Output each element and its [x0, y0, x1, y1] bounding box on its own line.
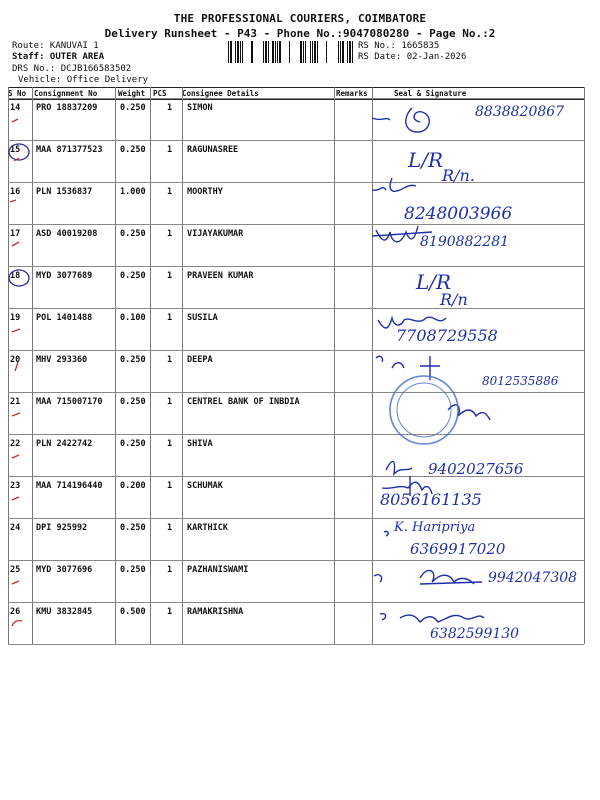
hw-phone-26: 6382599130 [430, 626, 520, 642]
weight-value: 0.250 [120, 523, 146, 533]
barcode-bar [326, 41, 327, 63]
serial-number: 17 [10, 229, 21, 239]
pcs-value: 1 [167, 607, 173, 617]
weight-value: 0.500 [120, 607, 146, 617]
grid-row-line [8, 308, 584, 309]
serial-number: 14 [10, 103, 21, 113]
weight-value: 0.250 [120, 229, 146, 239]
weight-value: 0.200 [120, 481, 146, 491]
barcode-bar [310, 41, 311, 63]
consignee-name: SHIVA [187, 439, 213, 449]
consignment-number: MYD 3077689 [36, 271, 93, 281]
hw-phone-17: 8190882281 [420, 234, 510, 250]
signature-16 [372, 178, 416, 191]
consignee-name: SIMON [187, 103, 213, 113]
grid-row-line [8, 476, 584, 477]
tick-19 [12, 329, 20, 332]
barcode-bar [235, 41, 236, 63]
col-consignee: Consignee Details [182, 89, 259, 98]
grid-row-line [8, 350, 584, 351]
serial-number: 18 [10, 271, 21, 281]
barcode-bar [347, 41, 348, 63]
barcode-bar [289, 41, 290, 63]
barcode-bar [242, 41, 243, 63]
hw-phone-22: 9402027656 [428, 460, 524, 478]
serial-number: 21 [10, 397, 21, 407]
barcode-bar [312, 41, 313, 63]
barcode-bar [303, 41, 304, 63]
pcs-value: 1 [167, 565, 173, 575]
serial-number: 15 [10, 145, 21, 155]
tick-16 [10, 200, 16, 202]
pcs-value: 1 [167, 187, 173, 197]
signature-21 [448, 405, 490, 420]
barcode-bar [317, 41, 318, 63]
barcode-bar [265, 41, 267, 63]
weight-value: 0.250 [120, 103, 146, 113]
consignment-number: PRO 18837209 [36, 103, 98, 113]
grid-row-line [8, 98, 584, 99]
tick-23 [12, 497, 19, 500]
tick-22 [12, 455, 19, 458]
pcs-value: 1 [167, 229, 173, 239]
consignee-name: PAZHANISWAMI [187, 565, 249, 575]
consignee-name: KARTHICK [187, 523, 228, 533]
hw-phone-20: 8012535886 [482, 374, 559, 388]
weight-value: 0.250 [120, 145, 146, 155]
grid-row-line [8, 560, 584, 561]
barcode-bar [340, 41, 341, 63]
serial-number: 16 [10, 187, 21, 197]
pcs-value: 1 [167, 355, 173, 365]
vehicle-info: Vehicle: Office Delivery [18, 75, 149, 85]
weight-value: 0.250 [120, 355, 146, 365]
tick-21 [12, 413, 20, 416]
grid-row-line [8, 224, 584, 225]
barcode-bar [349, 41, 351, 63]
consignment-number: ASD 40019208 [36, 229, 98, 239]
rs-date: RS Date: 02-Jan-2026 [358, 52, 467, 62]
hw-lr-18: L/R [416, 270, 452, 294]
serial-number: 22 [10, 439, 21, 449]
hw-phone-25: 9942047308 [488, 570, 578, 586]
barcode-bar [300, 41, 302, 63]
barcode-bar [237, 41, 239, 63]
tick-25 [12, 581, 19, 584]
signature-23 [382, 476, 432, 496]
grid-row-line [8, 602, 584, 603]
col-sno: S No [8, 89, 27, 98]
consignment-number: MAA 715007170 [36, 397, 103, 407]
tick-14 [12, 119, 18, 122]
consignment-number: KMU 3832845 [36, 607, 93, 617]
weight-value: 0.250 [120, 565, 146, 575]
serial-number: 24 [10, 523, 21, 533]
barcode [228, 41, 354, 63]
hw-lr-15: L/R [408, 148, 444, 172]
hw-phone-19: 7708729558 [396, 326, 498, 345]
consignee-name: PRAVEEN KUMAR [187, 271, 254, 281]
pcs-value: 1 [167, 145, 173, 155]
weight-value: 0.250 [120, 397, 146, 407]
grid-row-line [8, 266, 584, 267]
consignment-number: POL 1401488 [36, 313, 93, 323]
grid-row-line [8, 392, 584, 393]
serial-number: 25 [10, 565, 21, 575]
barcode-bar [352, 41, 353, 63]
barcode-bar [305, 41, 306, 63]
pcs-value: 1 [167, 481, 173, 491]
consignment-number: PLN 1536837 [36, 187, 93, 197]
hw-phone-14: 8838820867 [475, 104, 565, 120]
consignment-number: DPI 925992 [36, 523, 88, 533]
pcs-value: 1 [167, 313, 173, 323]
staff-info: Staff: OUTER AREA [12, 52, 105, 62]
serial-number: 26 [10, 607, 21, 617]
barcode-bar [279, 41, 281, 63]
hw-rtn-18: R/n [440, 290, 468, 309]
consignment-number: MAA 714196440 [36, 481, 103, 491]
grid-row-line [8, 434, 584, 435]
pcs-value: 1 [167, 439, 173, 449]
barcode-bar [275, 41, 276, 63]
grid-row-line [8, 140, 584, 141]
grid-row-line [8, 644, 584, 645]
pcs-value: 1 [167, 523, 173, 533]
barcode-bar [338, 41, 339, 63]
barcode-bar [314, 41, 316, 63]
col-weight: Weight [118, 89, 146, 98]
signature-26 [380, 614, 484, 622]
rs-number: RS No.: 1665835 [358, 41, 440, 51]
consignee-name: RAMAKRISHNA [187, 607, 244, 617]
pcs-value: 1 [167, 397, 173, 407]
col-pcs: PCS [153, 89, 167, 98]
weight-value: 1.000 [120, 187, 146, 197]
grid-column-line [584, 87, 585, 644]
consignment-number: MYD 3077696 [36, 565, 93, 575]
barcode-bar [263, 41, 264, 63]
consignment-number: MHV 293360 [36, 355, 88, 365]
hw-name-24: K. Haripriya [394, 520, 476, 535]
barcode-bar [272, 41, 274, 63]
weight-value: 0.250 [120, 271, 146, 281]
signature-22 [386, 461, 412, 474]
barcode-bar [342, 41, 344, 63]
tick-26 [12, 621, 22, 626]
consignment-number: MAA 871377523 [36, 145, 103, 155]
signature-24 [384, 531, 388, 536]
consignee-name: RAGUNASREE [187, 145, 239, 155]
grid-row-line [8, 518, 584, 519]
pcs-value: 1 [167, 271, 173, 281]
col-seal-signature: Seal & Signature [394, 89, 467, 98]
hw-phone-16: 8248003966 [404, 204, 513, 224]
signature-20 [376, 356, 440, 380]
consignee-name: CENTREL BANK OF INBDIA [187, 397, 300, 407]
barcode-bar [268, 41, 269, 63]
consignee-name: SUSILA [187, 313, 218, 323]
serial-number: 20 [10, 355, 21, 365]
weight-value: 0.250 [120, 439, 146, 449]
consignee-name: VIJAYAKUMAR [187, 229, 244, 239]
signature-19 [378, 317, 446, 328]
consignment-number: PLN 2422742 [36, 439, 93, 449]
hw-phone-24: 6369917020 [410, 540, 506, 558]
tick-15 [14, 158, 19, 161]
signature-14 [372, 108, 429, 132]
company-title: THE PROFESSIONAL COURIERS, COIMBATORE [173, 12, 427, 25]
pcs-value: 1 [167, 103, 173, 113]
signature-25 [374, 570, 482, 584]
route-info: Route: KANUVAI 1 [12, 41, 99, 51]
signature-17 [372, 226, 432, 242]
col-consignment: Consignment No [34, 89, 98, 98]
barcode-bar [277, 41, 278, 63]
grid-row-line [8, 182, 584, 183]
serial-number: 19 [10, 313, 21, 323]
consignee-name: MOORTHY [187, 187, 223, 197]
barcode-bar [228, 41, 229, 63]
hw-phone-23: 8056161135 [380, 490, 482, 509]
runsheet-subtitle: Delivery Runsheet - P43 - Phone No.:9047080280 - Page No.:2 [104, 27, 496, 40]
serial-number: 23 [10, 481, 21, 491]
weight-value: 0.100 [120, 313, 146, 323]
barcode-bar [240, 41, 241, 63]
consignee-name: DEEPA [187, 355, 213, 365]
barcode-bar [230, 41, 232, 63]
hw-rtn-15: R/n. [442, 166, 475, 185]
col-remarks: Remarks [336, 89, 368, 98]
barcode-bar [251, 41, 253, 63]
consignee-name: SCHUMAK [187, 481, 223, 491]
tick-17 [12, 242, 19, 246]
drs-number: DRS No.: DCJB166583502 [12, 64, 132, 74]
